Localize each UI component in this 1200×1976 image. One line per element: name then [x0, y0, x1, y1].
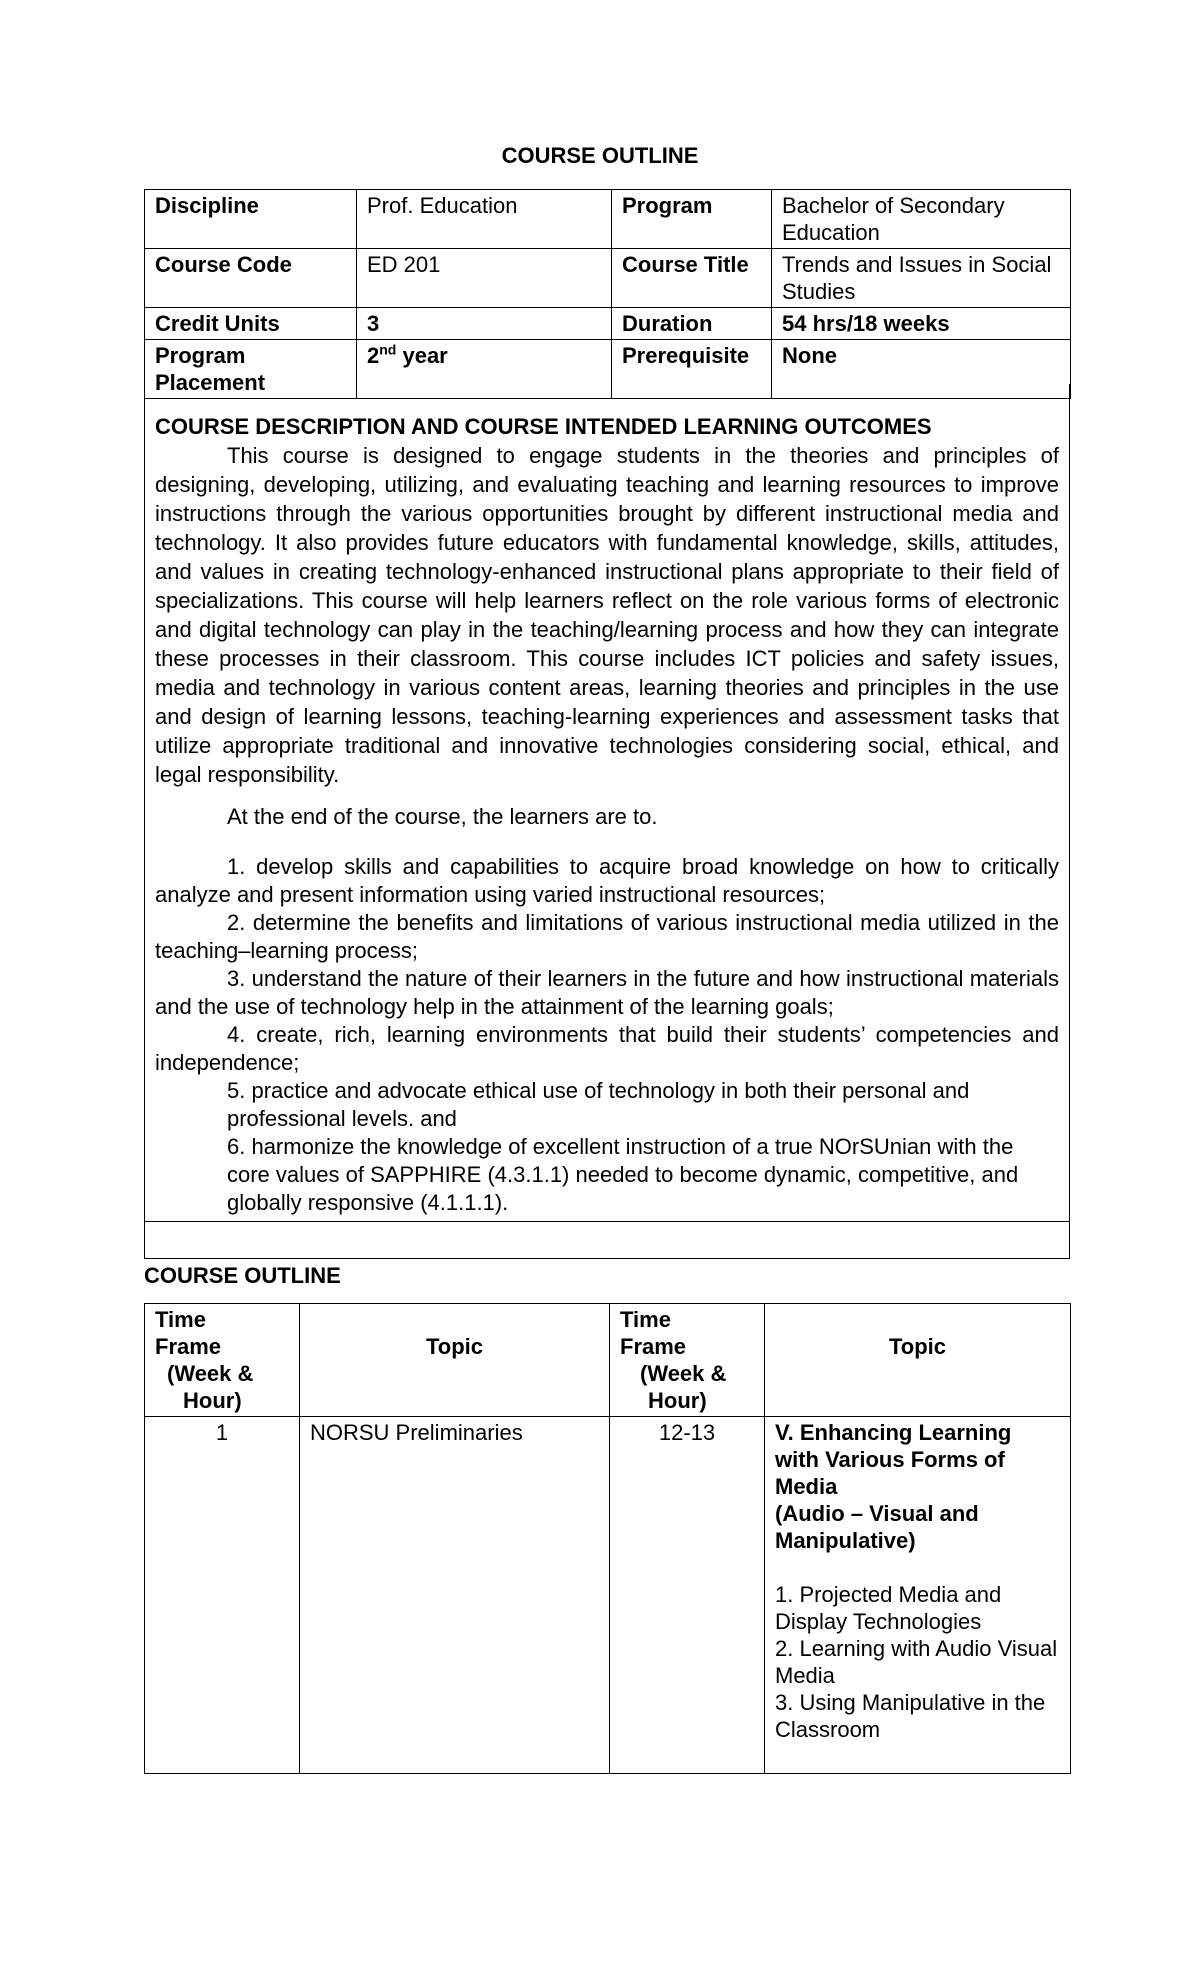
course-outline-label: COURSE OUTLINE	[144, 1263, 341, 1288]
course-code-value: ED 201	[357, 249, 612, 308]
description-paragraph: This course is designed to engage students in the theories and principles of designing, developing, utilizing, and evaluating teaching and learning resources to improve instructions through the various opportunities brought by different instructional media and technology. It also provides future educators with fundamental knowledge, skills, attitudes, and values in creating technology-enhanced instructional plans appropriate to their field of specializations. This course will help learners reflect on the role various forms of electronic and digital technology can play in the teaching/learning process and how they can integrate these processes in their classroom. This course includes ICT policies and safety issues, media and technology in various content areas, learning theories and principles in the use and design of learning lessons, teaching-learning experiences and assessment tasks that utilize appropriate traditional and innovative technologies considering social, ethical, and legal responsibility.	[155, 443, 1059, 787]
credit-units-value: 3	[357, 308, 612, 340]
course-info-table	[144, 189, 1071, 399]
outcome-item: 4. create, rich, learning environments that build their students’ competencies and independence;	[155, 1022, 1059, 1075]
program-placement-label: Program Placement	[145, 340, 357, 399]
topic-list	[775, 1581, 1060, 1743]
duration-label: Duration	[612, 308, 772, 340]
course-description-content	[155, 412, 1059, 1217]
outcome-item: 2. determine the benefits and limitations of various instructional media utilized in the teaching–learning process;	[155, 910, 1059, 963]
topic-list-item: 2. Learning with Audio Visual Media	[775, 1636, 1058, 1688]
credit-units-label: Credit Units	[145, 308, 357, 340]
placement-ordinal: nd	[379, 341, 397, 358]
time-frame-header-line: Time	[620, 1307, 671, 1332]
program-value: Bachelor of Secondary Education	[772, 190, 1071, 249]
topic-list-item: 1. Projected Media and Display Technologies	[775, 1582, 1002, 1634]
discipline-value: Prof. Education	[357, 190, 612, 249]
time-frame-header-line: (Week &	[167, 1361, 254, 1386]
outcome-item: 3. understand the nature of their learners in the future and how instructional materials and the use of technology help in the attainment of the learning goals;	[155, 966, 1059, 1019]
time-frame-header-line: Frame	[620, 1334, 687, 1359]
topic-header: Topic	[300, 1304, 610, 1417]
outcome-item: 1. develop skills and capabilities to acquire broad knowledge on how to critically analyze and present information using varied instructional resources;	[155, 854, 1059, 907]
outcome-item: 5. practice and advocate ethical use of technology in both their personal and professional levels. and	[227, 1078, 970, 1131]
time-frame-header-line: Hour)	[648, 1388, 707, 1413]
outcome-item: 6. harmonize the knowledge of excellent instruction of a true NOrSUnian with the core values of SAPPHIRE (4.3.1.1) needed to become dynamic, competitive, and globally responsive (4.1.1.1).	[227, 1134, 1019, 1215]
course-outline-table	[144, 1303, 1071, 1774]
topic-list-item: 3. Using Manipulative in the Classroom	[775, 1690, 1046, 1742]
time-frame-header-line: Hour)	[183, 1388, 242, 1413]
time-frame-header	[610, 1304, 765, 1417]
page-title: COURSE OUTLINE	[501, 143, 699, 168]
time-frame-header	[145, 1304, 300, 1417]
course-description-box	[144, 384, 1070, 1222]
placement-number: 2	[367, 343, 380, 368]
topic-cell	[765, 1417, 1071, 1774]
week-cell: 1	[145, 1417, 300, 1774]
time-frame-header-line: (Week &	[640, 1361, 727, 1386]
duration-value: 54 hrs/18 weeks	[772, 308, 1071, 340]
time-frame-header-line: Time	[155, 1307, 206, 1332]
description-heading: COURSE DESCRIPTION AND COURSE INTENDED LEARNING OUTCOMES	[155, 414, 932, 439]
prerequisite-label: Prerequisite	[612, 340, 772, 399]
time-frame-header-line: Frame	[155, 1334, 222, 1359]
course-code-label: Course Code	[145, 249, 357, 308]
prerequisite-value: None	[772, 340, 1071, 399]
course-title-value: Trends and Issues in Social Studies	[772, 249, 1071, 308]
learning-outcomes-list	[155, 853, 1059, 1217]
empty-table-row	[144, 1221, 1070, 1259]
topic-title: V. Enhancing Learning with Various Forms of Media	[775, 1420, 1012, 1499]
discipline-label: Discipline	[145, 190, 357, 249]
week-cell: 12-13	[610, 1417, 765, 1774]
program-label: Program	[612, 190, 772, 249]
placement-rest: year	[396, 343, 448, 368]
topic-header: Topic	[765, 1304, 1071, 1417]
course-title-label: Course Title	[612, 249, 772, 308]
outcomes-intro: At the end of the course, the learners are to.	[227, 804, 658, 829]
topic-subtitle: (Audio – Visual and Manipulative)	[775, 1501, 979, 1553]
topic-cell: NORSU Preliminaries	[300, 1417, 610, 1774]
